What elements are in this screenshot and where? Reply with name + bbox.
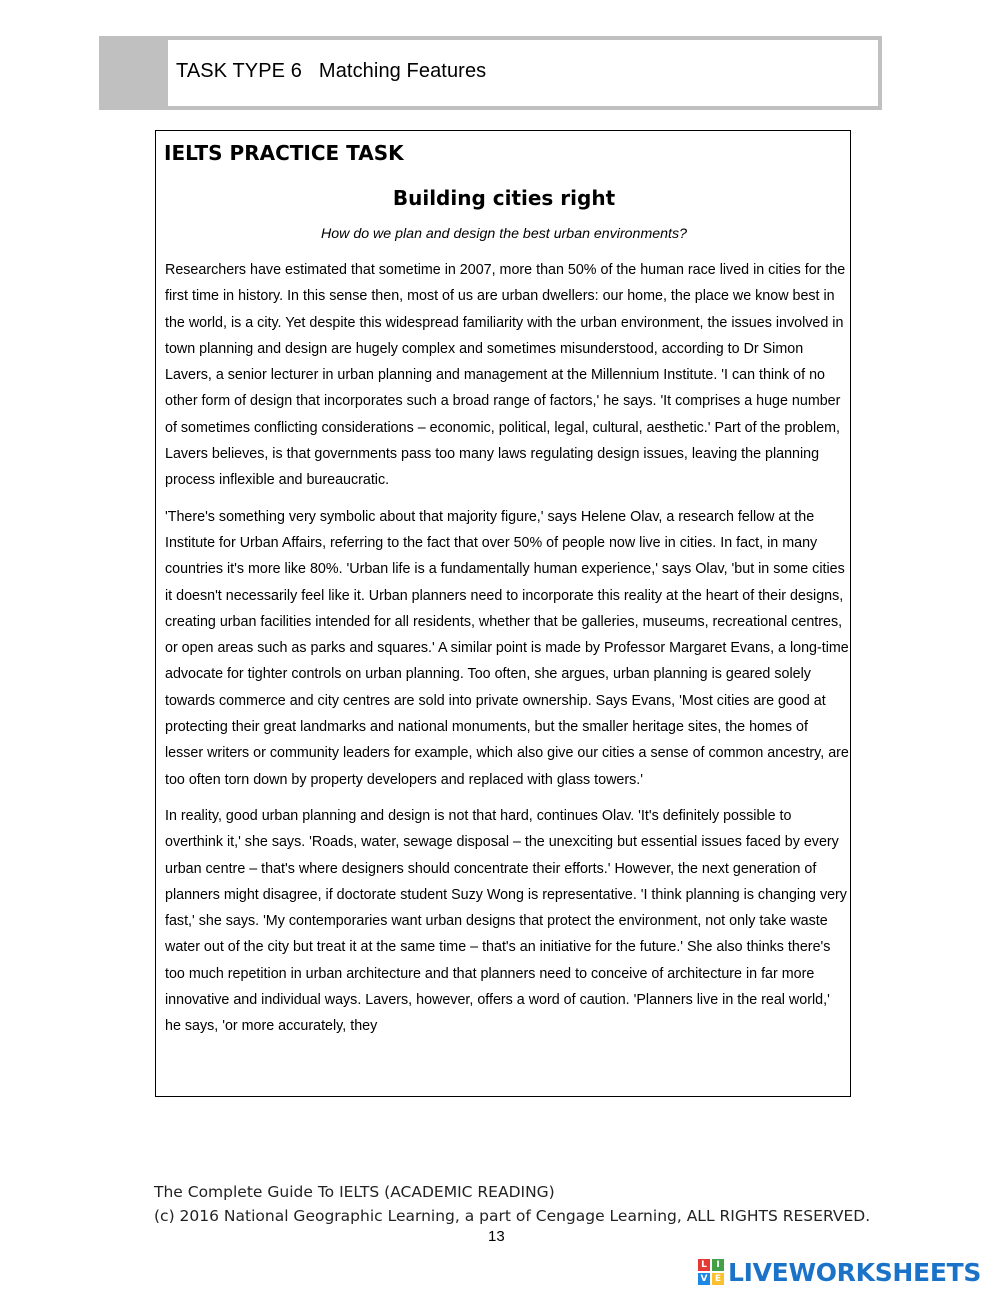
logo-letter: V — [698, 1273, 710, 1285]
paragraph-1: Researchers have estimated that sometime in 2007, more than 50% of the human race lived in cities for the first time in history. In this sense then, most of us are urban dwellers: our home, the place we know best in the world, is a city. Yet despite this widespread familiarity with the urban environment, the issues involved in town planning and design are hugely complex and sometimes misunderstood, according to Dr Simon Lavers, a senior lecturer in urban planning and management at the Millennium Institute. 'I can think of no other form of design that incorporates such a broad range of factors,' he says. 'It comprises a huge number of sometimes conflicting considerations – economic, political, legal, cultural, aesthetic.' Part of the problem, Lavers believes, is that governments pass too many laws regulating design issues, leaving the planning process inflexible and bureaucratic. — [165, 262, 846, 489]
paragraph-3: In reality, good urban planning and design is not that hard, continues Olav. 'It's definitely possible to overthink it,' she says. 'Roads, water, sewage disposal – the unexciting but essential issues faced by every urban centre – that's where designers should concentrate their efforts.' However, the next generation of planners might disagree, if doctorate student Suzy Wong is representative. 'I think planning is changing very fast,' she says. 'My contemporaries want urban designs that protect the environment, not only take waste water out of the city but treat it at the same time – that's an initiative for the future.' She also thinks there's too much repetition in urban architecture and that planners need to conceive of architecture in far more innovative and individual ways. Lavers, however, offers a word of caution. 'Planners live in the real world,' he says, 'or more accurately, they — [165, 807, 847, 1035]
liveworksheets-wordmark: LIVEWORKSHEETS — [728, 1257, 982, 1287]
practice-task-box — [155, 130, 851, 1097]
logo-letter: I — [712, 1259, 724, 1271]
liveworksheets-logo[interactable] — [698, 1257, 981, 1287]
logo-letter: E — [712, 1273, 724, 1285]
logo-letter: L — [698, 1259, 710, 1271]
footer-copyright: (c) 2016 National Geographic Learning, a part of Cengage Learning, ALL RIGHTS RESERVED. — [154, 1207, 871, 1225]
task-label: IELTS PRACTICE TASK — [164, 141, 404, 165]
footer-book-title: The Complete Guide To IELTS (ACADEMIC READING) — [154, 1183, 555, 1201]
article-title: Building cities right — [392, 186, 616, 210]
article-body — [165, 257, 849, 1050]
liveworksheets-icon — [698, 1259, 724, 1285]
page-number: 13 — [488, 1228, 505, 1245]
article-subtitle: How do we plan and design the best urban environments? — [321, 226, 687, 242]
page-header-title: TASK TYPE 6 Matching Features — [176, 60, 487, 82]
paragraph-2: 'There's something very symbolic about that majority figure,' says Helene Olav, a research fellow at the Institute for Urban Affairs, referring to the fact that over 50% of people now live in cities. In fact, in many countries it's more like 80%. 'Urban life is a fundamentally human experience,' says Olav, 'but in some cities it doesn't necessarily feel like it. Urban planners need to incorporate this reality at the heart of their designs, creating urban facilities intended for all residents, whether that be galleries, museums, recreational centres, or open areas such as parks and squares.' A similar point is made by Professor Margaret Evans, a long-time advocate for tighter controls on urban planning. Too often, she argues, urban planning is geared solely towards commerce and city centres are sold into private ownership. Says Evans, 'Most cities are good at protecting their great landmarks and national monuments, but the smaller heritage sites, the homes of lesser writers or community leaders for example, which also give our cities a sense of common ancestry, are too often torn down by property developers and replaced with glass towers.' — [165, 508, 849, 788]
